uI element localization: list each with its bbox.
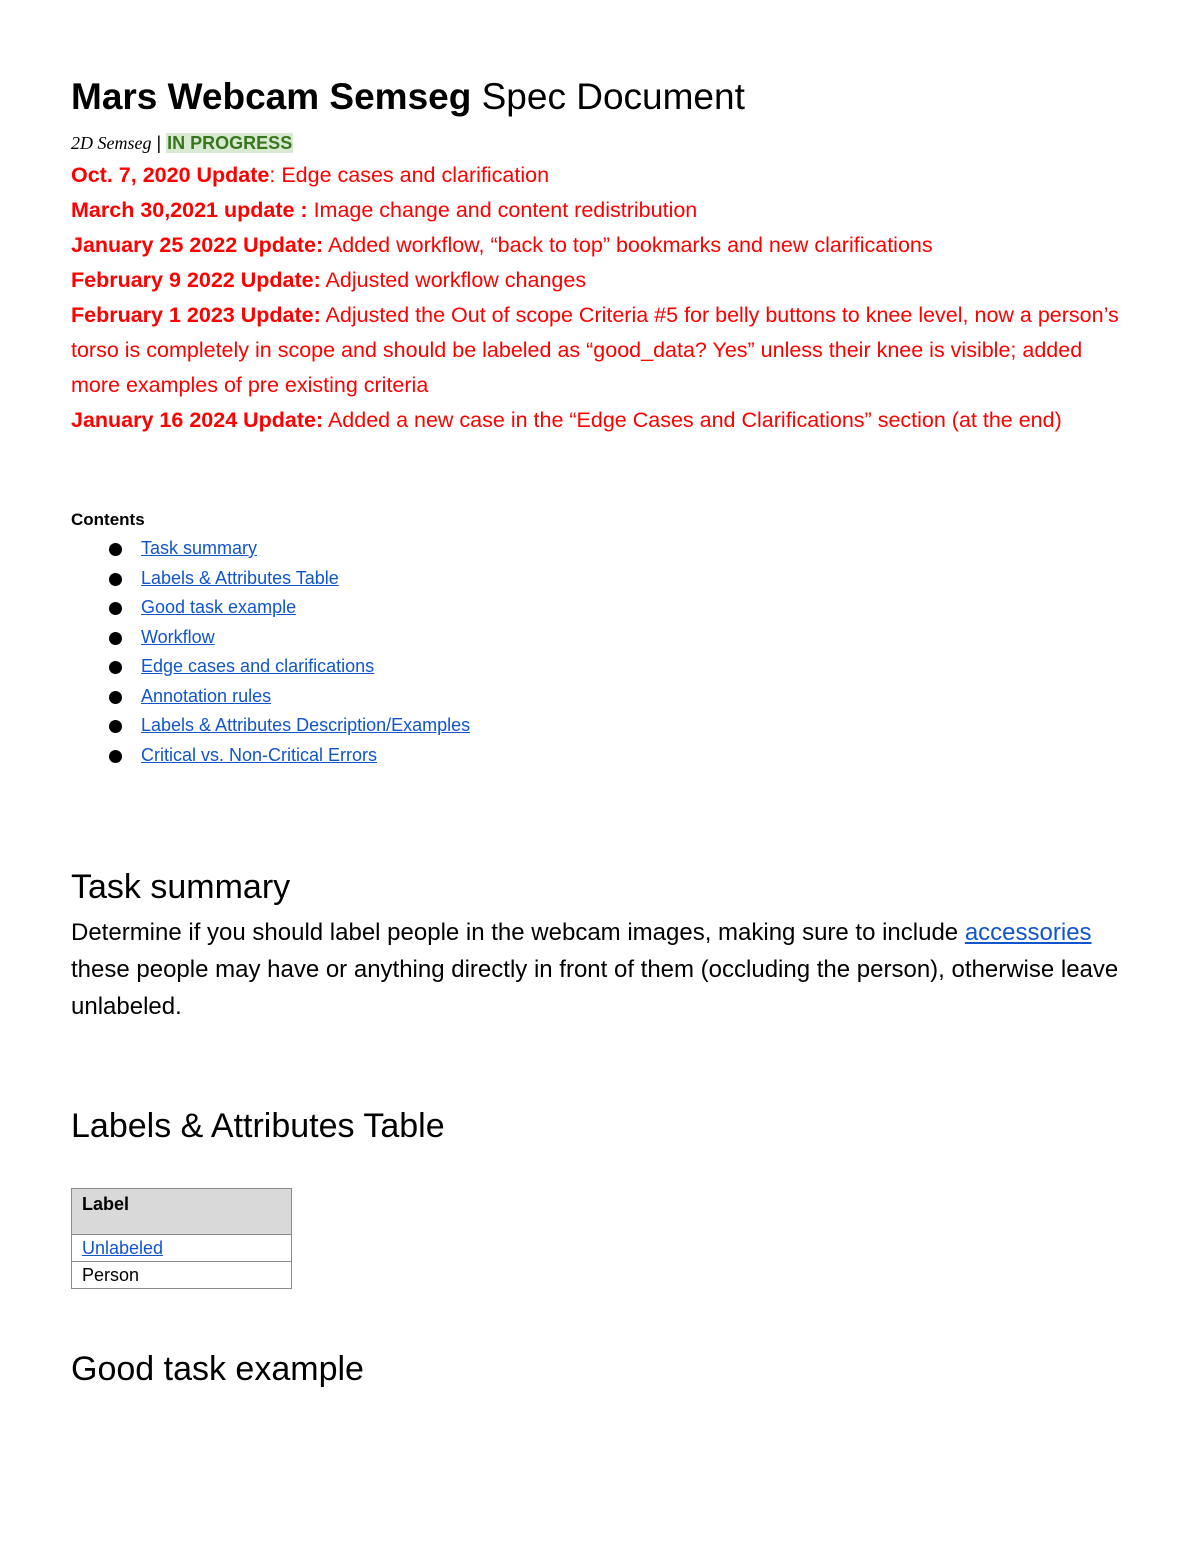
- bullet-icon: [109, 543, 122, 556]
- accessories-link[interactable]: accessories: [964, 919, 1092, 946]
- table-cell: Person: [72, 1262, 292, 1289]
- toc-link-labels-attributes-table[interactable]: Labels & Attributes Table: [141, 567, 339, 588]
- update-entry: [71, 228, 1131, 263]
- toc-link-workflow[interactable]: Workflow: [141, 626, 215, 647]
- bullet-icon: [109, 691, 122, 704]
- subtitle-project: 2D Semseg: [71, 133, 152, 153]
- update-date: February 1 2023 Update:: [71, 303, 321, 327]
- toc-item: [106, 593, 470, 623]
- toc-link-edge-cases[interactable]: Edge cases and clarifications: [141, 656, 375, 676]
- update-text: Added workflow, “back to top” bookmarks and new clarifications: [323, 233, 933, 257]
- toc-item: [106, 623, 470, 653]
- table-row: [72, 1235, 292, 1262]
- update-date: January 25 2022 Update:: [71, 233, 324, 257]
- subtitle-separator: |: [151, 133, 167, 153]
- heading-good-task-example: Good task example: [71, 1350, 364, 1388]
- task-summary-paragraph: [71, 914, 1141, 1025]
- table-header-row: [72, 1189, 292, 1235]
- table-of-contents: [106, 534, 470, 770]
- update-log: [71, 158, 1131, 438]
- update-date: January 16 2024 Update:: [71, 408, 324, 432]
- update-date: Oct. 7, 2020 Update: [71, 163, 270, 187]
- toc-link-good-task-example[interactable]: Good task example: [141, 597, 297, 617]
- update-entry: [71, 263, 1131, 298]
- toc-link-task-summary[interactable]: Task summary: [141, 538, 258, 558]
- document-title-rest: Spec Document: [471, 76, 745, 117]
- update-text: Adjusted workflow changes: [320, 268, 587, 292]
- summary-text: these people may have or anything directly in front of them (occluding the person), otherwise leave unlabeled.: [71, 956, 1119, 1020]
- toc-link-annotation-rules[interactable]: Annotation rules: [141, 685, 272, 706]
- toc-item: [106, 564, 470, 594]
- heading-labels-table: Labels & Attributes Table: [71, 1107, 445, 1145]
- update-entry: [71, 193, 1131, 228]
- summary-text: Determine if you should label people in the webcam images, making sure to include: [71, 919, 965, 946]
- update-date: February 9 2022 Update:: [71, 268, 321, 292]
- table-row: [72, 1262, 292, 1289]
- document-title-bold: Mars Webcam Semseg: [71, 76, 472, 117]
- update-entry: [71, 298, 1131, 403]
- bullet-icon: [109, 750, 122, 763]
- toc-item: [106, 652, 470, 682]
- heading-task-summary: Task summary: [71, 868, 291, 906]
- toc-link-labels-description[interactable]: Labels & Attributes Description/Examples: [141, 715, 471, 735]
- bullet-icon: [109, 661, 122, 674]
- column-header-label: Label: [72, 1189, 292, 1235]
- toc-item: [106, 741, 470, 771]
- document-subtitle: [71, 130, 293, 156]
- contents-heading: Contents: [71, 510, 145, 529]
- update-text: Added a new case in the “Edge Cases and Clarifications” section (at the end): [323, 408, 1062, 432]
- document-title: [71, 74, 745, 120]
- toc-item: [106, 682, 470, 712]
- update-date: March 30,2021 update :: [71, 198, 308, 222]
- bullet-icon: [109, 632, 122, 645]
- update-entry: [71, 403, 1131, 438]
- status-badge: IN PROGRESS: [167, 133, 293, 153]
- bullet-icon: [109, 720, 122, 733]
- toc-link-critical-errors[interactable]: Critical vs. Non-Critical Errors: [141, 744, 378, 765]
- table-cell: [72, 1235, 292, 1262]
- unlabeled-link[interactable]: Unlabeled: [82, 1237, 164, 1258]
- labels-table: [71, 1188, 292, 1289]
- update-text: Adjusted the Out of scope Criteria #5 for belly buttons to knee level, now a person’s torso is completely in scope and should be labeled as “good_data? Yes” unless their knee is visible; added more examples of pre existing criteria: [71, 303, 1119, 397]
- toc-item: [106, 711, 470, 741]
- toc-item: [106, 534, 470, 564]
- update-text: Image change and content redistribution: [307, 198, 698, 222]
- bullet-icon: [109, 602, 122, 615]
- update-text: : Edge cases and clarification: [269, 163, 550, 187]
- bullet-icon: [109, 573, 122, 586]
- update-entry: [71, 158, 1131, 193]
